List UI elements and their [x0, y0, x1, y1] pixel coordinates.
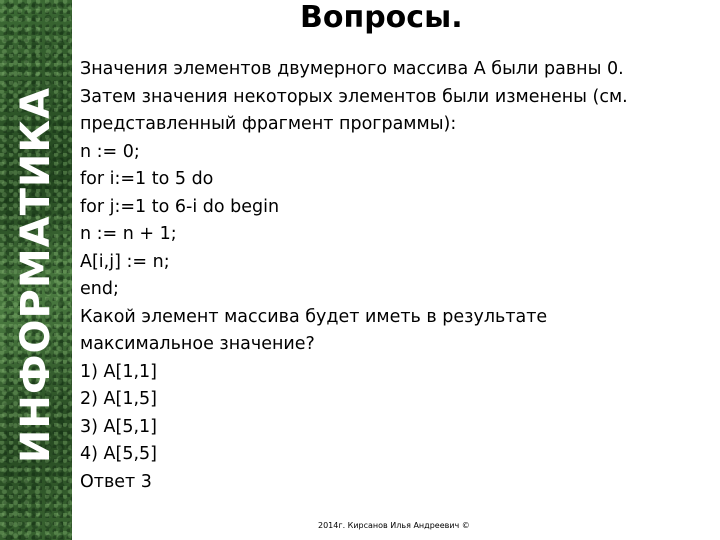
answer-option: 2) A[1,5]: [80, 389, 157, 409]
footer-credit: 2014г. Кирсанов Илья Андреевич ©: [318, 521, 470, 530]
answer-option: 3) A[5,1]: [80, 416, 157, 437]
code-line: n := n + 1;: [80, 224, 177, 244]
sidebar-title: ИНФОРМАТИКА: [13, 86, 59, 464]
code-line: A[i,j] := n;: [80, 251, 170, 272]
question-line: максимальное значение?: [80, 334, 315, 354]
code-line: for i:=1 to 5 do: [80, 169, 214, 189]
question-line: Какой элемент массива будет иметь в результате: [80, 306, 548, 327]
question-body: [80, 56, 710, 496]
code-line: for j:=1 to 6-i do begin: [80, 196, 280, 217]
code-line: n := 0;: [80, 141, 140, 162]
answer-line: Ответ 3: [80, 471, 152, 492]
answer-option: 1) A[1,1]: [80, 361, 157, 382]
question-line: представленный фрагмент программы):: [80, 114, 457, 134]
page-title: Вопросы.: [300, 0, 463, 35]
code-line: end;: [80, 279, 119, 299]
sidebar-banner: [0, 0, 72, 540]
answer-option: 4) A[5,5]: [80, 444, 157, 464]
question-line: Затем значения некоторых элементов были изменены (см.: [80, 86, 628, 107]
question-line: Значения элементов двумерного массива A были равны 0.: [80, 59, 624, 79]
